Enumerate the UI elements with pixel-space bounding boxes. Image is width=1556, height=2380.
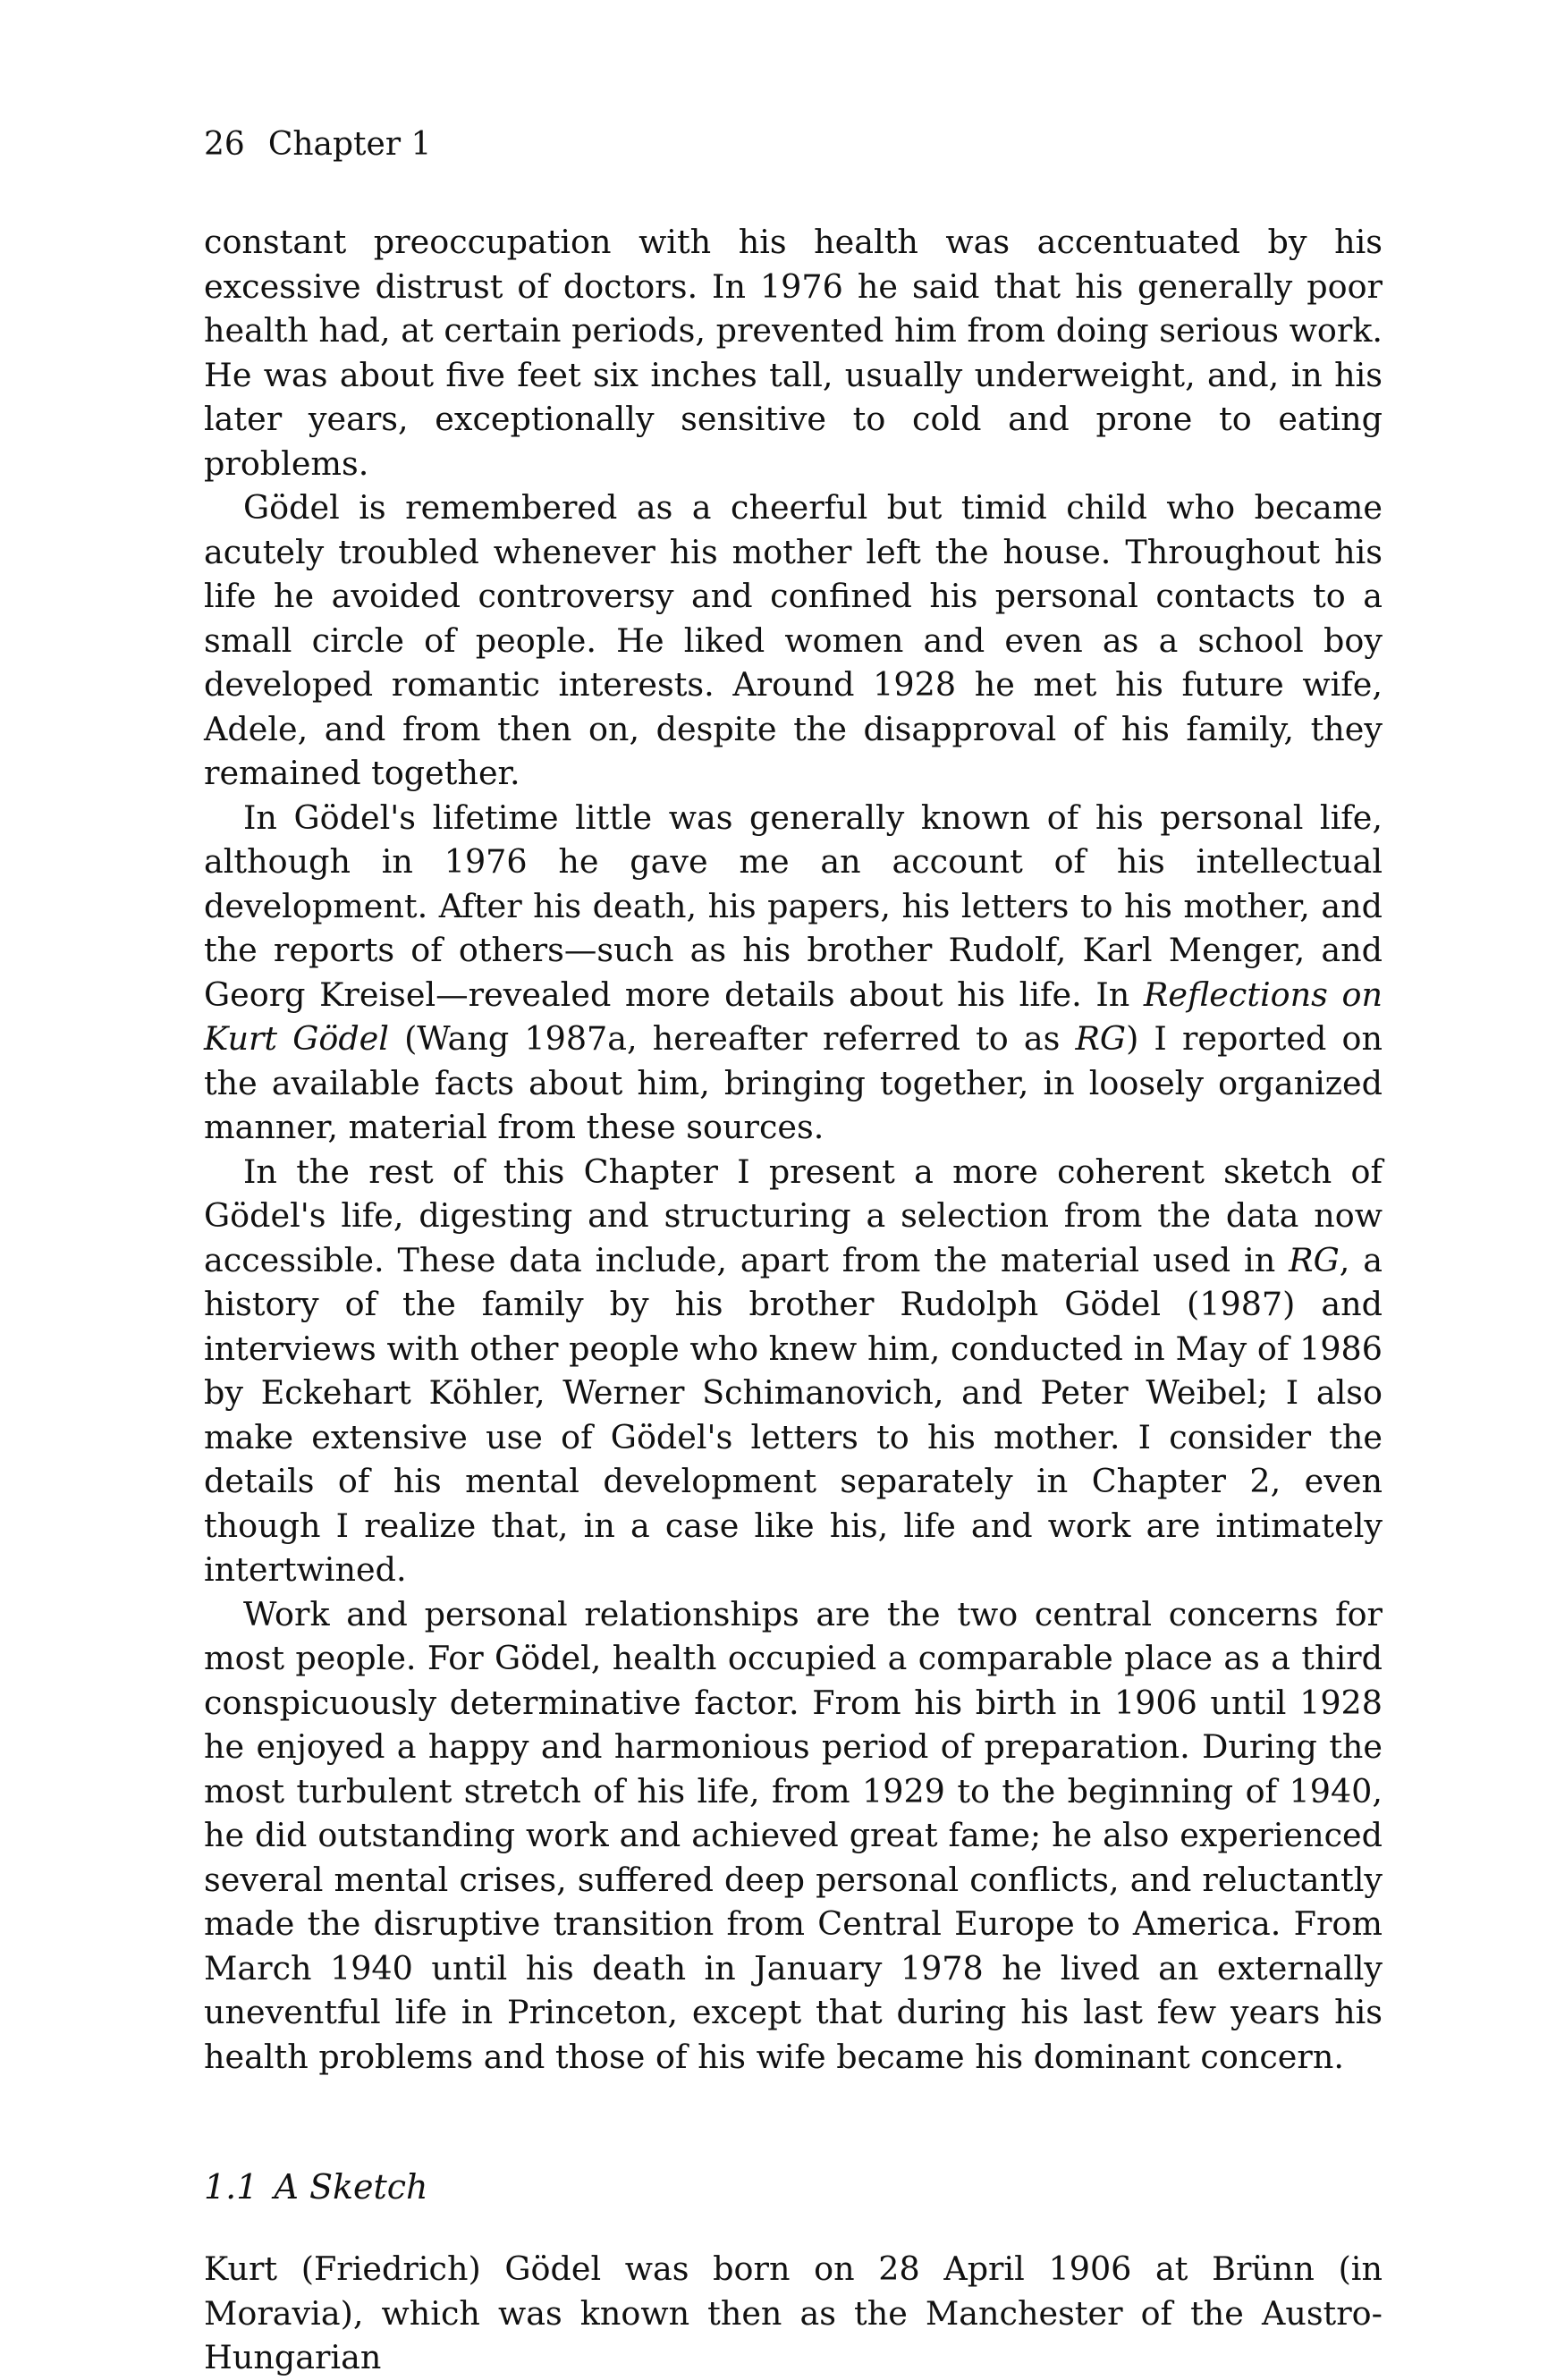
paragraph-1: constant preoccupation with his health was accentuated by his excessive distrust of doctors. In 1976 he said that his generally poor health had, at certain periods, prevented him from doing serious work. He was about five feet six inches tall, usually underweight, and, in his later years, exceptionally sensitive to cold and prone to eating problems. [204, 223, 1383, 483]
paragraph-3-abbrev: RG [1075, 1019, 1127, 1058]
paragraph-3-text-a: In Gödel's lifetime little was generally known of his personal life, although in 1976 he gave me an account of his intellectual development. After his death, his papers, his letters to his mother, and the reports of others—such as his brother Rudolf, Karl Menger, and Georg Kreisel—revealed more details about his life. In [204, 798, 1383, 1014]
paragraph-3 [204, 796, 1383, 1150]
paragraph-2: Gödel is remembered as a cheerful but timid child who became acutely troubled whenever his mother left the house. Throughout his life he avoided controversy and confined his personal contacts to a small circle of people. He liked women and even as a school boy developed romantic interests. Around 1928 he met his future wife, Adele, and from then on, despite the disapproval of his family, they remained together. [204, 488, 1383, 792]
section-paragraph: Kurt (Friedrich) Gödel was born on 28 April 1906 at Brünn (in Moravia), which was known then as the Manchester of the Austro-Hungarian [204, 2249, 1383, 2376]
paragraph-4-text-a: In the rest of this Chapter I present a more coherent sketch of Gödel's life, digesting and structuring a selection from the data now accessible. These data include, apart from the material used in [204, 1152, 1383, 1279]
section-title: A Sketch [274, 2167, 428, 2207]
paragraph-4-abbrev: RG [1289, 1240, 1340, 1279]
chapter-label: Chapter 1 [267, 126, 432, 163]
section-heading [204, 2165, 1383, 2209]
paragraph-3-text-c: ) I reported on the available facts about him, bringing together, in loosely organized manner, material from these sources. [204, 1019, 1383, 1146]
paragraph-3-text-b: (Wang 1987a, hereafter referred to as [388, 1019, 1076, 1058]
paragraph-3-book-title: Reflections on Kurt Gödel [204, 975, 1383, 1058]
section-number: 1.1 [204, 2167, 258, 2207]
paragraph-4 [204, 1150, 1383, 1592]
page-number: 26 [204, 126, 245, 163]
book-page [204, 125, 1383, 2380]
paragraph-5: Work and personal relationships are the two central concerns for most people. For Gödel, health occupied a comparable place as a third conspicuously determinative factor. From his birth in 1906 until 1928 he enjoyed a happy and harmonious period of preparation. During the most turbulent stretch of his life, from 1929 to the beginning of 1940, he did outstanding work and achieved great fame; he also experienced several mental crises, suffered deep personal conflicts, and reluctantly made the disruptive transition from Central Europe to America. From March 1940 until his death in January 1978 he lived an externally uneventful life in Princeton, except that during his last few years his health problems and those of his wife became his dominant concern. [204, 1594, 1383, 2076]
paragraph-4-text-b: , a history of the family by his brother Rudolph Gödel (1987) and interviews with other people who knew him, conducted in May of 1986 by Eckehart Köhler, Werner Schimanovich, and Peter Weibel; I also make extensive use of Gödel's letters to his mother. I consider the details of his mental development separately in Chapter 2, even though I realize that, in a case like his, life and work are intimately intertwined. [204, 1240, 1383, 1589]
running-head [204, 125, 1383, 165]
